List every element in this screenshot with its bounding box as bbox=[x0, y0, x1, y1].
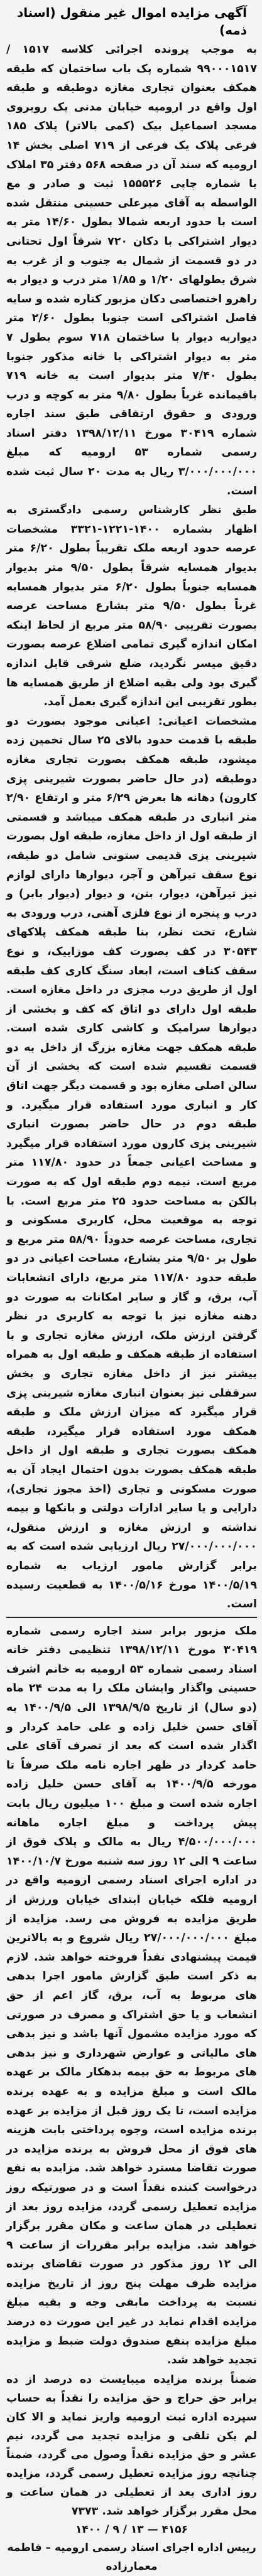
section-divider bbox=[6, 1617, 257, 1618]
notice-paragraph-expert-report: طبق نظر کارشناس رسمی دادگستری به اظهار بشماره ۱۴۰۰-۱۲۲۱-۳۳۲۱ مشخصات عرصه حدود اربعه ملک تقریباً بطول ۶/۲۰ متر بدیوار همسایه شرقاً بطول ۹/۵۰ متر بدیوار همسایه جنوباً بطول ۶/۲۰ متر بدیوار همسایه غرباً بطول ۹/۵۰ متر بشارع مساحت عرصه بصورت تقریبی ۵۸/۹۰ متر مربع از لحاظ اینکه امکان اندازه گیری تمامی اضلاع عرصه بصورت دقیق میسر نگردید، ضلع شرقی قابل اندازه گیری بود ولی بقیه اضلاع از طریق همسایه ها بطور تقریبی این اندازه گیری بعمل آمد. bbox=[6, 504, 257, 709]
reference-number: ۱۴۰۰ / ۹ / ۱۳ — ۴۱۵۶ bbox=[75, 2523, 188, 2536]
signature-line: رییس اداره اجرای اسناد رسمی ارومیه – فاطمه معمارزاده bbox=[7, 2541, 256, 2573]
notice-paragraph-building-specs: مشخصات اعیانی: اعیانی موجود بصورت دو طبقه با قدمت حدود بالای ۲۵ سال تخمین زده میشود، طبقه همکف بصورت تجاری مغازه دوطبقه (در حال حاضر بصورت شیرینی پزی کارون) دهانه ها بعرض ۶/۲۹ متر و ارتفاع ۲/۹۰ متر انباری در طبقه همکف میباشد و قسمتی از طبقه اول از داخل مغازه، طبقه اول بصورت شیرینی پزی قدیمی ستونی شامل دو طبقه، نوع سقف تیرآهن و آجر، دیوارها دارای لوازم نیز تیرآهن، دیوار، بتن، و دیوار (دیوار بابر) و درب و پنجره از نوع فلزی آهنی، درب ورودی به شارع، تحت نظر، بنا طبقه همکف پلاکهای ۳۰۵۴۳ در کف بصورت کف موزاییک، و نوع سقف کناف است، ابعاد سنگ کاری کف طبقه اول از طریق درب مجزی در داخل مغازه است. طبقه اول دارای دو اتاق که کف و بخشی از دیوارها سرامیک و کاشی کاری شده است. طبقه همکف جهت مغازه بزرگ از داخل به دو قسمت تقسیم شده است که بخشی از آن سالن اصلی مغازه بود و قسمت دیگر جهت اتاق کار و انباری مورد استفاده قرار میگیرد. و طبقه دوم در حال حاضر بصورت انباری شیرینی پزی کارون مورد استفاده قرار میگیرد و مساحت اعیانی جمعاً در حدود ۱۱۷/۸۰ متر مربع است. نیمه دوم طبقه اول که به صورت بالکن به مساحت حدود ۲۵ متر مربع است. با توجه به موقعیت محل، کاربری مسکونی و تجاری، مساحت عرصه حدوداً ۵۸/۹۰ متر مربع و طول بر ۹/۵۰ متر بشارع، مساحت اعیانی در دو طبقه حدود ۱۱۷/۸۰ متر مربع، دارای انشعابات آب، برق، و گاز و سایر امکانات به صورت دو دهنه مغازه نیز با توجه به کاربری در نظر گرفتن ارزش ملک، ارزش مغازه تجاری و با استفاده از طبقه همکف و طبقه اول به همراه بیشتر نیز از داخل مغازه تجاری و بخش سرقفلی نیز بعنوان انباری مغازه شیرینی پزی قرار میگیرد که میزان ارزش ملک و طبقه همکف مورد استفاده قرار میگیرد، طبقه همکف بصورت تجاری و طبقه اول از داخل طبقه همکف بصورت بدون احتمال ایجاد آن به صورت مسکونی و تجاری (اخذ مجوز تجاری)، دارایی و یا سایر ادارات دولتی و بانکها و بیمه نداشته و ارزش مغازه و ارزش منقول، ۲۷/۰۰۰/۰۰۰/۰۰۰ ریال ارزیابی شده است که به برابر گزارش مامور ارزیاب به شماره ۱۴۰۰/۵/۱۹ مورخ ۱۴۰۰/۵/۱۶ به قطعیت رسیده است. bbox=[6, 715, 258, 1611]
notice-title: آگهی مزایده اموال غیر منقول (اسناد ذمه) bbox=[17, 5, 247, 38]
notice-paragraph-lease-and-auction: ملک مزبور برابر سند اجاره رسمی شماره ۳۰۴۱۹ مورخ ۱۳۹۸/۱۲/۱۱ تنظیمی دفتر خانه اسناد رسمی شماره ۵۳ ارومیه به خانم اشرف حسینی واگذار وایشان ملک را به مدت ۲۴ ماه (دو سال) از تاریخ ۱۳۹۸/۹/۵ الی ۱۴۰۰/۹/۵ به آقای حسن خلیل زاده و علی حامد کردار و اگذار شده است که بعد از تصرف آقای علی حامد کردار در ظهر اجاره نامه ملک صرفاً تا مورخه ۱۴۰۰/۹/۵ به آقای حسن خلیل زاده اجاره شده است و مبلغ ۱۰۰ میلیون ریال بابت پیش پرداخت و مبلغ اجاره ماهانه ۴/۵۰۰/۰۰۰/۰۰۰ ریال به مالک و پلاک فوق از ساعت ۹ الی ۱۲ روز سه شنبه مورخ ۱۴۰۰/۱۰/۷ در اداره اجرای اسناد رسمی ارومیه واقع در ارومیه فلکه خیابان ابتدای خیابان ورزش از طریق مزایده به فروش می رسد. مزایده از مبلغ ۲۷/۰۰۰/۰۰۰/۰۰۰ ریال شروع و به بالاترین قیمت پیشنهادی نقداً فروخته خواهد شد. لازم به ذکر است طبق گزارش مامور اجرا بدهی های مربوط به آب، برق، گاز اعم از حق انشعاب و یا حق اشتراک و مصرف در صورتی که مورد مزایده مشمول آنها باشد و نیز بدهی های مالیاتی و عوارض شهرداری و نیز بدهی های مربوط به حق بیمه بدهکار مالک بر عهده مالک است و مبلغ مزایده و به عهده برنده مزایده است، تا یک روز قبل از مزایده بر عهده برنده مزایده است، وجوه پرداختی بابت هزینه های فوق از محل فروش به برنده مزایده در صورت تقاضا مسترد خواهد شد. مزایده به نفع درخواست کننده نقداً است و در صورتیکه روز مزایده تعطیل رسمی گردد، مزایده روز بعد از تعطیلی در همان ساعت و مکان مقرر برگزار خواهد شد. مزایده برابر مقررات از ساعت ۹ الی ۱۲ روز مذکور در صورت تقاضای برنده مزایده ظرف مهلت پنج روز از تاریخ مزایده نسبت به پرداخت مابقی وجه و بقیه مبلغ مزایده اقدام نماید در غیر این صورت ده درصد مبلغ مزایده بنفع صندوق دولت ضبط و مزایده تجدید خواهد شد. bbox=[6, 1624, 258, 2367]
notice-paragraph-property: به موجب پرونده اجرائی کلاسه ۱۵۱۷ / ۹۹۰۰۰۱۵۱۷ شماره پک باب ساختمان که طبقه همکف بعنوان تجاری مغازه دوطبقه و طبقه اول واقع در ارومیه خیابان مدنی یک روبروی مسجد اسماعیل بیک (کمی بالاتر) پلاک ۱۸۵ فرعی پلاک یک فرعی از ۷۱۹ اصلی بخش ۱۴ ارومیه که سند آن در صفحه ۵۶۸ دفتر ۳۵ املاک با شماره چاپی ۱۵۵۵۲۶ ثبت و صادر و مع الواسطه به آقای میرعلی حسینی منتقل شده است با حدود اربعه شمالا بطول ۱۴/۶۰ متر به دیوار اشتراکی با دکان ۷۲۰ شرقاً اول تحتانی در دو قسمت از شمال به جنوب و از غرب به شرق بطولهای ۱/۲۰ و ۱/۸۵ متر درب و دیوار به راهرو اختصاصی دکان مزبور کناره شده و سایه فاصل اشتراکی است جنوبا بطول ۲/۶۰ متر دیواربه دیوار با ساختمان ۷۱۸ سوم بطول ۷ متر به دیوار اشتراکی با خانه مذکور جنوبا بطول ۷/۴۰ متر بدیوار است به خانه ۷۱۹ باقیمانده غرباً بطول ۹/۸۰ متر به کوچه و درب ورودی و حقوق ارتفاقی طبق سند اجاره شماره ۳۰۴۱۹ مورخ ۱۳۹۸/۱۲/۱۱ دفتر اسناد رسمی شماره ۵۳ ارومیه که مبلغ ۳/۰۰۰/۰۰۰/۰۰۰ ریال به مدت ۲۰ سال ثبت شده است. bbox=[6, 43, 258, 498]
notice-paragraph-terms: ضمناً برنده مزایده میبایست ده درصد از ده برابر حق حراج و حق مزایده را نقداً به حساب سپرده اداره ثبت ارومیه واریز نماید و الا کان لم یکن تلقی و مزایده تجدید می گردد، نیم عشر و حق مزایده نقداً وصول می گردد، ضمناً چنانچه روز مزایده تعطیل رسمی گردد، مزایده روز اداری بعد از تعطیلی در همان ساعت و محل مقرر برگزار خواهد شد. ۷۳۷۳ bbox=[6, 2373, 257, 2518]
